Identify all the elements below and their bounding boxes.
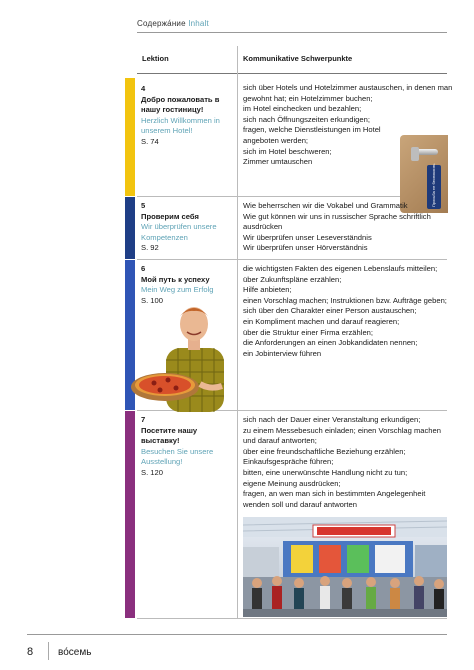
page-number-word: во́семь — [58, 647, 92, 658]
lesson-number: 4 — [141, 84, 146, 93]
lesson-6-topics — [243, 264, 453, 359]
page-number: 8 — [27, 646, 34, 658]
header-title-ru: Содержа́ние — [137, 19, 186, 28]
man-with-pizza-photo — [130, 300, 240, 412]
topic-item: Einkaufsgespräche führen; — [243, 457, 334, 467]
topic-item: über eine freundschaftliche Beziehung erzählen; — [243, 446, 406, 456]
lesson-7 — [141, 415, 233, 478]
topic-item: Hilfe anbieten; — [243, 285, 292, 295]
topic-item: die Anforderungen an einen Jobkandidaten nennen; — [243, 338, 418, 348]
topic-item: Wie beherrschen wir die Vokabel und Grammatik — [243, 201, 408, 210]
header-rule — [137, 32, 447, 33]
topic-item: sich nach der Dauer einer Veranstaltung erkundigen; — [243, 415, 421, 424]
topic-item: sich nach Öffnungszeiten erkundigen; — [243, 114, 370, 124]
door-lock-plate — [411, 147, 419, 161]
topic-item: über die Struktur einer Firma erzählen; — [243, 327, 373, 337]
topic-item: sich über den Charakter einer Person austauschen; — [243, 306, 417, 316]
lesson-title-ru: Посетите нашу выставку! — [141, 425, 198, 445]
column-heading-lesson: Lektion — [142, 54, 169, 63]
lesson-7-color-bar — [125, 411, 135, 618]
lesson-page: S. 100 — [141, 295, 163, 305]
lesson-number: 6 — [141, 264, 146, 273]
lesson-title-de: Wir überprüfen unsere Kompetenzen — [141, 222, 217, 242]
topic-item: bitten, eine unerwünschte Handlung nicht zu tun; — [243, 467, 408, 477]
topic-item: Wie gut können wir uns in russischer Sprache schriftlich ausdrücken — [243, 211, 431, 232]
lesson-title-de: Besuchen Sie unsere Ausstellung! — [141, 446, 214, 466]
topic-item: im Hotel einchecken und bezahlen; — [243, 104, 362, 114]
man-with-pizza-illustration — [130, 300, 240, 412]
topic-item: einen Vorschlag machen; Instruktionen bzw. Aufträge geben; — [243, 295, 447, 305]
header-title-de: Inhalt — [188, 19, 209, 28]
row-separator — [137, 259, 447, 260]
column-heading-topics: Kommunikative Schwerpunkte — [243, 54, 353, 63]
topic-item: fragen, an wen man sich in bestimmten Angelegenheit wenden soll und darauf antworten — [243, 489, 426, 509]
topic-item: Zimmer umtauschen — [243, 157, 313, 167]
topic-item: eigene Meinung ausdrücken; — [243, 478, 341, 488]
lesson-title-ru: Добро пожаловать в нашу гостиницу! — [141, 94, 220, 114]
do-not-disturb-sign: Просьба не беспокоить — [427, 165, 441, 209]
lesson-page: S. 120 — [141, 467, 163, 477]
column-heading-rule — [137, 73, 447, 74]
footer-separator — [48, 642, 49, 660]
lesson-title-ru: Мой путь к успеху — [141, 274, 210, 284]
topic-item: die wichtigsten Fakten des eigenen Lebenslaufs mitteilen; — [243, 264, 438, 273]
footer-rule — [27, 634, 447, 635]
row-separator — [137, 618, 447, 619]
lesson-5-topics — [243, 201, 453, 254]
exhibition-illustration — [243, 517, 447, 617]
topic-item: Wir überprüfen unser Hörverständnis — [243, 243, 368, 253]
lesson-number: 5 — [141, 201, 146, 210]
topic-item: ein Jobinterview führen — [243, 348, 322, 358]
lesson-page: S. 74 — [141, 136, 159, 146]
lesson-7-topics — [243, 415, 453, 510]
topic-item: sich im Hotel beschweren; — [243, 146, 332, 156]
lesson-5-color-bar — [125, 197, 135, 259]
lesson-4 — [141, 84, 233, 147]
topic-item: fragen, welche Dienstleistungen im Hotel angeboten werden; — [243, 125, 381, 145]
lesson-title-de: Mein Weg zum Erfolg — [141, 285, 214, 294]
page-header — [137, 19, 209, 28]
lesson-title-de: Herzlich Willkommen in unserem Hotel! — [141, 115, 220, 135]
lesson-title-ru: Проверим себя — [141, 211, 199, 221]
lesson-number: 7 — [141, 415, 146, 424]
topic-item: über Zukunftspläne erzählen; — [243, 274, 342, 284]
topic-item: ein Kompliment machen und darauf reagieren; — [243, 316, 400, 326]
topic-item: Wir überprüfen unser Leseverständnis — [243, 232, 372, 242]
topic-item: sich über Hotels und Hotelzimmer austauschen, in denen man gewohnt hat; ein Hotelzimmer buchen; — [243, 83, 453, 103]
lesson-4-color-bar — [125, 78, 135, 196]
lesson-5 — [141, 201, 233, 254]
lesson-page: S. 92 — [141, 243, 159, 252]
exhibition-photo — [243, 517, 447, 617]
topic-item: zu einem Messebesuch einladen; einen Vorschlag machen und darauf antworten; — [243, 425, 441, 446]
